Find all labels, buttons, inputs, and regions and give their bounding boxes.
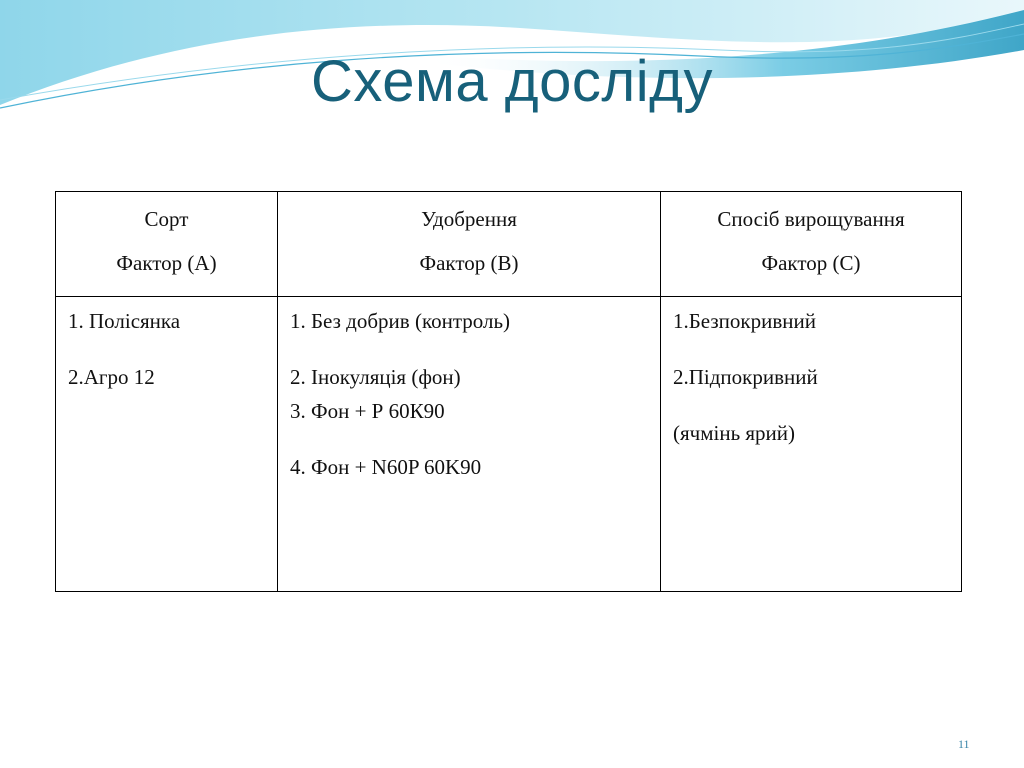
list-item: (ячмінь ярий) xyxy=(673,421,796,445)
cultivation-method-cell xyxy=(661,297,962,592)
page-number: 11 xyxy=(958,737,970,751)
header-cell-fertilizer xyxy=(278,192,661,297)
list-item: 2.Агро 12 xyxy=(68,365,155,389)
table-header-row xyxy=(56,192,962,297)
table-body-row xyxy=(56,297,962,592)
header-factor: Фактор (А) xyxy=(116,251,217,275)
fertilizer-cell xyxy=(278,297,661,592)
list-item: 1. Полісянка xyxy=(68,309,181,333)
variety-cell xyxy=(56,297,278,592)
header-factor: Фактор (В) xyxy=(419,251,519,275)
header-label: Сорт xyxy=(144,207,189,231)
slide-title: Схема досліду xyxy=(311,49,713,114)
list-item: 2.Підпокривний xyxy=(673,365,818,389)
list-item: 1.Безпокривний xyxy=(673,309,816,333)
list-item: 2. Інокуляція (фон) xyxy=(290,365,461,389)
list-item: 4. Фон + N60P 60K90 xyxy=(290,455,482,479)
header-label: Спосіб вирощування xyxy=(717,207,905,231)
list-item: 3. Фон + Р 60К90 xyxy=(290,399,445,423)
list-item: 1. Без добрив (контроль) xyxy=(290,309,511,333)
header-cell-cultivation-method xyxy=(661,192,962,297)
experiment-scheme-table xyxy=(55,191,962,592)
header-cell-variety xyxy=(56,192,278,297)
header-factor: Фактор (С) xyxy=(761,251,861,275)
header-label: Удобрення xyxy=(421,207,517,231)
